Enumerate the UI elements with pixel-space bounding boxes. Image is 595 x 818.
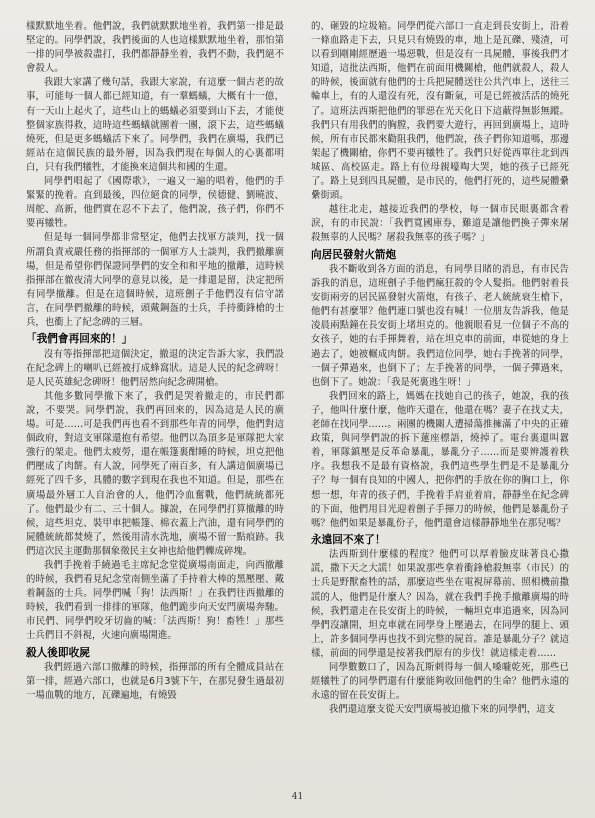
left-text-column <box>26 20 284 790</box>
paragraph: 我們手挽着手繞過毛主席紀念堂從廣場南面走，向西撤離的時候，我們看見紀念堂南側坐滿了手持着大棒的黑壓壓、戴着鋼盔的士兵。同學們喊「狗！法西斯！」在我們往西撤離的時候，我們看到一排排的軍隊，他們跪步向天安門廣場奔馳。市民們、同學們咬牙切齒的喊：「法西斯！狗！畜牲！」那些士兵們目不斜視，火速向廣場開進。 <box>26 559 284 642</box>
paragraph: 越往北走，越接近我們的學校，每一個市民眼裏都含着淚，有的市民說：「我們寬國庫券，難道是讓他們換子彈來屠殺無辜的人民嗎？屠殺我無辜的孩子嗎？」 <box>311 204 569 244</box>
paragraph: 我們回來的路上，媽媽在找她自己的孩子，她說，我的孩子，他叫什麼什麼，他昨天還在，他還在嗎？妻子在找丈夫，老師在找同學……。兩團的機關人遭掃蕩推擁滿了中央的正確政策，與同學們說的拆下蓮座標語，燒掉了。電台裏還叫囂着，軍隊鎮壓是反革命暴亂，暴亂分子……而是要辨護着秩序。我想我不是最有資格說，我們這些學生們是不是暴亂分子？每一個有良知的中國人，把你們的手放在你的胸口上，你想一想，年青的孩子們，手挽着手肩並着肩，靜靜坐在紀念碑的下面，他們用目光迎着劊子手揮刀的時候，他們是暴亂份子嗎？他們如果是暴亂份子，他們還會這樣靜靜地坐在那兒嗎？ <box>311 390 569 529</box>
section-heading: 殺人後即收屍 <box>26 646 90 659</box>
paragraph: 我跟大家講了幾句話，我跟大家說，有這麼一個古老的故事，可能每一個人都已經知道，有一羣螞蟻，大概有十一億，有一天山上起火了，這些山上的螞蟻必須要到山下去，才能使整個家族得救，這時這些螞蟻就團着一團，滾下去，這些螞蟻燒死，但是更多螞蟻活下來了。同學們，我們在廣場，我們已經站在這個民族的最外層，因為我們現在每個人的心裏都明白，只有我們犧牲，才能換來這個共和國的生還。 <box>26 77 284 173</box>
paragraph: 我們經過六部口撤離的時候，指揮部的所有全體成員站在第一排，經過六部口，也就是6月3號下午，在那兒發生過最初一場血戰的地方，瓦礫遍地，有燒毀 <box>26 662 284 702</box>
paragraph: 的、砸毀的垃圾箱。同學們從六部口一直走到長安街上，沿着一條血路走下去，只見只有燒毀的車，地上是瓦礫、殘渣，可以看到剛剛經歷過一場惡戰，但是沒有一具屍體，事後我們才知道，這批法西斯，他們在前面用機關槍，他們就殺人，殺人的時候，後面就有他們的士兵把屍體送往公共汽車上，送往三輪車上，有的人還沒有死，沒有斷氣，可是已經被活活的燒死了。這班法西斯把他們的罪惡在光天化日下這蔽得無影無蹤。我們只有用我們的胸膛，我們要大遊行，再回到廣場上，這時候，所有市民都來勸阻我們，他們說，孩子們你知道嗎，那邊架起了機關槍，你們不要再犧牲了。我們只好從西單往北到西城區、高校區走。路上有位母親嚎啕大哭，她的孩子已經死了。路上見到四具屍體，是市民的，他們打死的，這些屍體纍纍街頭。 <box>311 21 569 202</box>
paragraph: 我們還這麼支從天安門廣場被迫撤下來的同學們，這支 <box>328 704 556 716</box>
paragraph: 但是每一個同學都非常堅定，他們去找軍方談判，找一個所謂負責戒嚴任務的指揮部的一個軍方人士談判，我們撤離廣場，但是希望你們保證同學們的安全和和平地的撤離，這時候指揮部在徹夜清大同學的意見以後，是一排還是留，決定把所有同學撤離。但是在這個時候，這班劊子手他們沒有信守諾言，在同學們撤離的時候，頭戴鋼盔的士兵，手持衝鋒槍的士兵，也衝上了紀念碑的三層。 <box>26 232 284 328</box>
page-number: 41 <box>291 792 304 802</box>
section-heading: 永遠回不來了！ <box>311 533 386 546</box>
paragraph: 其他多數同學撤下來了，我們是哭着撤走的，市民們都說，不要哭。同學們說，我們再回來的，因為這是人民的廣場。可是……可是我們再也看不到那些年青的同學，他們對這個政府，對這支軍隊還抱有希望。他們以為頂多是軍隊把大家強行的架走。他們太疲勞，還在帳篷裏酣睡的時候，坦克把他們壓成了肉餅。有人說，同學死了兩百多，有人講這個廣場已經死了四千多，具體的數字到現在我也不知道。但是，那些在廣場最外層工人自治會的人，他們冷血奮戰，他們統統都死了。他們最少有二、三十個人。據說，在同學們打算撤離的時候，這些坦克、裝甲車把帳篷、棉衣蓋上汽油，還有同學們的屍體統統都焚燒了，然後用清水洗地，廣場不留一點痕跡。我們這次民主運動那個象徵民主女神也給他們轢成碎塊。 <box>26 390 284 557</box>
section-heading: 「我們會再回來的！」 <box>26 333 133 346</box>
paragraph: 同學數數口了，因為瓦斯刺得每一個人嗓嚨乾死，那些已經犧牲了的同學們還有什麼能夠收回他們的生命？他們永遠的永遠的留在長安街上。 <box>311 662 569 702</box>
section-heading: 向居民發射火箭炮 <box>311 248 397 261</box>
paragraph: 樣默默地坐着。他們說，我們就默默地坐着，我們第一排是最堅定的。同學們說，我們後面的人也這樣默默地坐着，那怕第一排的同學被殺盡打，我們都靜靜坐着，我們不動，我們絕不會殺人。 <box>26 21 284 75</box>
paragraph: 法西斯到什麼樣的程度？他們可以厚着臉皮昧著良心撒謊，撒下天之大謊！如果說那些拿着衝鋒槍殺無辜（市民）的士兵是野獸畜牲的話，那麼這些坐在電視屏幕前、照相機前撒謊的人，他們是什麼人？因為，就在我們手挽手撤離廣場的時候，我們還走在長安街上的時候，一輛坦克車追過來，因為同學們沒讓開，坦克車就在同學身上壓過去，在同學的腿上、頭上，許多個同學再也找不到完整的屍首。誰是暴亂分子？就這樣，前面的同學還是按著我們原有的步伐！就這樣走着…… <box>311 549 569 659</box>
paragraph: 同學們唱起了《國際歌》，一遍又一遍的唱着，他們的手緊緊的挽着。直到最後，四位絕食的同學，侯德健、劉曉波、周舵、高新，他們實在忍不下去了，他們說，孩子們，你們不要再犧牲。 <box>26 176 284 230</box>
right-text-column <box>311 20 569 790</box>
paragraph: 我不斷收到各方面的消息，有同學目睹的消息，有市民告訴我的消息，這班劊子手他們瘋狂殺的令人髮指。他們射着長安街兩旁的居民區發射火箭炮，有孩子、老人統統衰生槍下，他們有甚麼罪？他們連口號也沒有喊！一位朋友告訴我，他是凌晨兩點鐘在長安街上堵坦克的。他親眼看見一位個子不高的女孩子，她的右手揮舞着，站在坦克車的前面，車從她的身上過去了，她被輾成肉餅。我們這位同學，她右手挽著的同學，一個子彈過來，也倒下了；左手挽著的同學，一個子彈過來，也倒下了。她說：「我是死裏逃生呀！」 <box>311 264 569 388</box>
paragraph: 沒有等指揮部把這個決定，撤退的決定告訴大家，我們設在紀念碑上的喇叭已經被打成蜂窩狀。這是人民的紀念碑呀！是人民英雄紀念碑呀！他們居然向紀念碑開槍。 <box>26 348 284 388</box>
